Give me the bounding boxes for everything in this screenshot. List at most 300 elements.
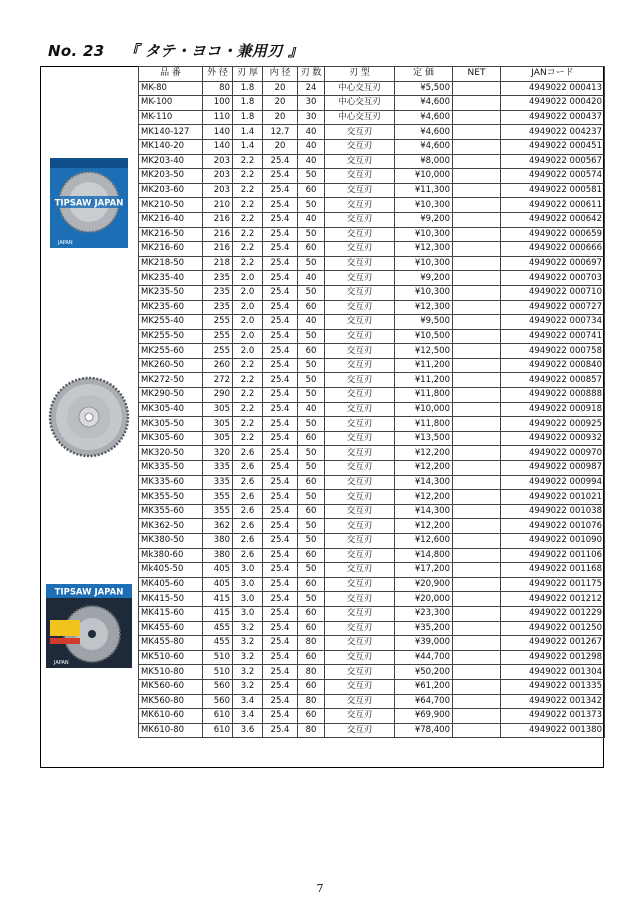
list-price-cell: ¥10,500 (395, 329, 453, 344)
inner-diameter-cell: 25.4 (263, 636, 298, 651)
blade-thickness-cell: 2.0 (233, 344, 263, 359)
tooth-count-cell: 30 (298, 110, 325, 125)
list-price-cell: ¥13,500 (395, 431, 453, 446)
product-code-cell: MK405-60 (139, 577, 203, 592)
tooth-count-cell: 60 (298, 300, 325, 315)
blade-thickness-cell: 1.4 (233, 125, 263, 140)
net-price-cell (453, 577, 501, 592)
inner-diameter-cell: 25.4 (263, 577, 298, 592)
outer-diameter-cell: 455 (203, 621, 233, 636)
jan-code-cell: 4949022 001212 (501, 592, 605, 607)
page-title (48, 40, 303, 61)
tooth-type-cell: 交互刃 (325, 154, 395, 169)
tooth-type-cell: 交互刃 (325, 723, 395, 738)
product-code-cell: MK335-60 (139, 475, 203, 490)
net-price-cell (453, 621, 501, 636)
list-price-cell: ¥11,800 (395, 388, 453, 403)
tooth-type-cell: 交互刃 (325, 621, 395, 636)
table-row (139, 373, 605, 388)
list-price-cell: ¥12,200 (395, 446, 453, 461)
inner-diameter-cell: 25.4 (263, 329, 298, 344)
tooth-type-cell: 交互刃 (325, 519, 395, 534)
outer-diameter-cell: 415 (203, 606, 233, 621)
list-price-cell: ¥11,200 (395, 358, 453, 373)
bare-saw-blade-photo (48, 376, 130, 458)
jan-code-cell: 4949022 000413 (501, 81, 605, 96)
outer-diameter-cell: 218 (203, 256, 233, 271)
net-price-cell (453, 665, 501, 680)
tooth-type-cell: 交互刃 (325, 373, 395, 388)
product-code-cell: MK216-40 (139, 212, 203, 227)
table-row (139, 417, 605, 432)
tooth-count-cell: 40 (298, 139, 325, 154)
outer-diameter-cell: 255 (203, 315, 233, 330)
tooth-type-cell: 交互刃 (325, 650, 395, 665)
product-code-cell: MK362-50 (139, 519, 203, 534)
blade-thickness-cell: 2.2 (233, 431, 263, 446)
table-row (139, 81, 605, 96)
table-row (139, 592, 605, 607)
product-code-cell: MK560-60 (139, 679, 203, 694)
net-price-cell (453, 475, 501, 490)
tooth-type-cell: 交互刃 (325, 534, 395, 549)
tooth-type-cell: 交互刃 (325, 665, 395, 680)
table-row (139, 139, 605, 154)
product-code-cell: MK255-50 (139, 329, 203, 344)
jan-code-cell: 4949022 000758 (501, 344, 605, 359)
outer-diameter-cell: 362 (203, 519, 233, 534)
table-row (139, 402, 605, 417)
specification-table (138, 66, 605, 738)
jan-code-cell: 4949022 001168 (501, 563, 605, 578)
net-price-cell (453, 461, 501, 476)
tooth-count-cell: 80 (298, 665, 325, 680)
table-row (139, 271, 605, 286)
tooth-type-cell: 交互刃 (325, 694, 395, 709)
product-code-cell: MK415-50 (139, 592, 203, 607)
tooth-count-cell: 60 (298, 577, 325, 592)
tooth-count-cell: 60 (298, 548, 325, 563)
table-row (139, 534, 605, 549)
blade-thickness-cell: 2.2 (233, 242, 263, 257)
net-price-cell (453, 183, 501, 198)
header-net-price: NET (453, 67, 501, 82)
tooth-count-cell: 40 (298, 271, 325, 286)
inner-diameter-cell: 25.4 (263, 461, 298, 476)
tooth-count-cell: 80 (298, 723, 325, 738)
tooth-count-cell: 50 (298, 256, 325, 271)
inner-diameter-cell: 25.4 (263, 315, 298, 330)
net-price-cell (453, 417, 501, 432)
jan-code-cell: 4949022 000932 (501, 431, 605, 446)
inner-diameter-cell: 25.4 (263, 388, 298, 403)
tooth-type-cell: 中心交互刃 (325, 81, 395, 96)
inner-diameter-cell: 25.4 (263, 679, 298, 694)
net-price-cell (453, 169, 501, 184)
blade-thickness-cell: 2.0 (233, 300, 263, 315)
list-price-cell: ¥10,000 (395, 402, 453, 417)
outer-diameter-cell: 255 (203, 344, 233, 359)
table-row (139, 431, 605, 446)
boxed-saw-blade-photo (50, 158, 128, 248)
inner-diameter-cell: 25.4 (263, 665, 298, 680)
blade-thickness-cell: 1.8 (233, 81, 263, 96)
product-code-cell: MK140-127 (139, 125, 203, 140)
product-code-cell: MK305-50 (139, 417, 203, 432)
table-row (139, 577, 605, 592)
tooth-type-cell: 交互刃 (325, 198, 395, 213)
product-code-cell: MK255-40 (139, 315, 203, 330)
table-row (139, 198, 605, 213)
net-price-cell (453, 300, 501, 315)
product-code-cell: MK415-60 (139, 606, 203, 621)
tooth-count-cell: 80 (298, 694, 325, 709)
list-price-cell: ¥11,200 (395, 373, 453, 388)
list-price-cell: ¥12,200 (395, 490, 453, 505)
jan-code-cell: 4949022 001038 (501, 504, 605, 519)
outer-diameter-cell: 455 (203, 636, 233, 651)
blade-thickness-cell: 1.4 (233, 139, 263, 154)
header-tooth-count: 刃 数 (298, 67, 325, 82)
header-blade-thickness: 刃 厚 (233, 67, 263, 82)
blade-thickness-cell: 2.2 (233, 183, 263, 198)
list-price-cell: ¥11,800 (395, 417, 453, 432)
tooth-type-cell: 交互刃 (325, 285, 395, 300)
net-price-cell (453, 431, 501, 446)
net-price-cell (453, 490, 501, 505)
jan-code-cell: 4949022 000437 (501, 110, 605, 125)
blade-thickness-cell: 2.6 (233, 519, 263, 534)
product-code-cell: Mk380-60 (139, 548, 203, 563)
inner-diameter-cell: 25.4 (263, 606, 298, 621)
tooth-type-cell: 交互刃 (325, 417, 395, 432)
net-price-cell (453, 519, 501, 534)
list-price-cell: ¥12,600 (395, 534, 453, 549)
net-price-cell (453, 271, 501, 286)
tooth-count-cell: 60 (298, 606, 325, 621)
tooth-count-cell: 60 (298, 621, 325, 636)
list-price-cell: ¥69,900 (395, 709, 453, 724)
blade-thickness-cell: 2.0 (233, 285, 263, 300)
jan-code-cell: 4949022 000659 (501, 227, 605, 242)
blade-thickness-cell: 2.2 (233, 169, 263, 184)
product-code-cell: MK320-50 (139, 446, 203, 461)
inner-diameter-cell: 25.4 (263, 475, 298, 490)
list-price-cell: ¥78,400 (395, 723, 453, 738)
inner-diameter-cell: 25.4 (263, 227, 298, 242)
product-code-cell: Mk405-50 (139, 563, 203, 578)
tooth-count-cell: 60 (298, 344, 325, 359)
tooth-type-cell: 交互刃 (325, 577, 395, 592)
net-price-cell (453, 139, 501, 154)
list-price-cell: ¥35,200 (395, 621, 453, 636)
tooth-count-cell: 50 (298, 169, 325, 184)
tooth-type-cell: 交互刃 (325, 242, 395, 257)
jan-code-cell: 4949022 001090 (501, 534, 605, 549)
jan-code-cell: 4949022 000697 (501, 256, 605, 271)
tooth-type-cell: 交互刃 (325, 446, 395, 461)
list-price-cell: ¥23,300 (395, 606, 453, 621)
net-price-cell (453, 344, 501, 359)
jan-code-cell: 4949022 000642 (501, 212, 605, 227)
tooth-count-cell: 24 (298, 81, 325, 96)
list-price-cell: ¥9,200 (395, 212, 453, 227)
outer-diameter-cell: 235 (203, 285, 233, 300)
outer-diameter-cell: 335 (203, 475, 233, 490)
blade-thickness-cell: 2.2 (233, 212, 263, 227)
outer-diameter-cell: 335 (203, 461, 233, 476)
large-boxed-saw-blade-photo (46, 584, 132, 668)
list-price-cell: ¥39,000 (395, 636, 453, 651)
product-code-cell: MK510-60 (139, 650, 203, 665)
outer-diameter-cell: 355 (203, 504, 233, 519)
tooth-type-cell: 交互刃 (325, 490, 395, 505)
table-row (139, 169, 605, 184)
jan-code-cell: 4949022 000710 (501, 285, 605, 300)
list-price-cell: ¥9,500 (395, 315, 453, 330)
inner-diameter-cell: 25.4 (263, 402, 298, 417)
list-price-cell: ¥14,300 (395, 504, 453, 519)
inner-diameter-cell: 25.4 (263, 694, 298, 709)
table-row (139, 227, 605, 242)
header-jan-code: JANコード (501, 67, 605, 82)
tooth-count-cell: 40 (298, 402, 325, 417)
jan-code-cell: 4949022 001304 (501, 665, 605, 680)
inner-diameter-cell: 25.4 (263, 300, 298, 315)
product-code-cell: MK455-80 (139, 636, 203, 651)
product-code-cell: MK610-80 (139, 723, 203, 738)
net-price-cell (453, 154, 501, 169)
tooth-type-cell: 交互刃 (325, 227, 395, 242)
net-price-cell (453, 388, 501, 403)
table-row (139, 110, 605, 125)
net-price-cell (453, 504, 501, 519)
tooth-count-cell: 60 (298, 475, 325, 490)
jan-code-cell: 4949022 000925 (501, 417, 605, 432)
tooth-count-cell: 40 (298, 154, 325, 169)
table-row (139, 329, 605, 344)
inner-diameter-cell: 25.4 (263, 490, 298, 505)
jan-code-cell: 4949022 000857 (501, 373, 605, 388)
list-price-cell: ¥12,200 (395, 519, 453, 534)
table-row (139, 242, 605, 257)
list-price-cell: ¥5,500 (395, 81, 453, 96)
tooth-count-cell: 60 (298, 242, 325, 257)
jan-code-cell: 4949022 000581 (501, 183, 605, 198)
table-row (139, 285, 605, 300)
jan-code-cell: 4949022 000918 (501, 402, 605, 417)
tooth-type-cell: 交互刃 (325, 183, 395, 198)
blade-thickness-cell: 2.0 (233, 315, 263, 330)
product-code-cell: MK305-40 (139, 402, 203, 417)
blade-thickness-cell: 2.2 (233, 373, 263, 388)
product-code-cell: MK235-50 (139, 285, 203, 300)
list-price-cell: ¥10,000 (395, 169, 453, 184)
product-code-cell: MK610-60 (139, 709, 203, 724)
product-code-cell: MK-80 (139, 81, 203, 96)
list-price-cell: ¥4,600 (395, 125, 453, 140)
blade-thickness-cell: 2.6 (233, 446, 263, 461)
blade-thickness-cell: 3.2 (233, 621, 263, 636)
blade-thickness-cell: 2.2 (233, 256, 263, 271)
product-image-column (40, 66, 138, 768)
table-row (139, 154, 605, 169)
header-outer-diameter: 外 径 (203, 67, 233, 82)
net-price-cell (453, 358, 501, 373)
list-price-cell: ¥10,300 (395, 227, 453, 242)
tooth-count-cell: 50 (298, 563, 325, 578)
tooth-type-cell: 交互刃 (325, 256, 395, 271)
jan-code-cell: 4949022 000987 (501, 461, 605, 476)
table-body (139, 81, 605, 738)
inner-diameter-cell: 25.4 (263, 709, 298, 724)
list-price-cell: ¥12,200 (395, 461, 453, 476)
net-price-cell (453, 548, 501, 563)
outer-diameter-cell: 260 (203, 358, 233, 373)
tooth-count-cell: 60 (298, 183, 325, 198)
product-code-cell: MK216-50 (139, 227, 203, 242)
outer-diameter-cell: 216 (203, 242, 233, 257)
list-price-cell: ¥12,300 (395, 300, 453, 315)
net-price-cell (453, 709, 501, 724)
outer-diameter-cell: 405 (203, 577, 233, 592)
tooth-type-cell: 交互刃 (325, 504, 395, 519)
catalog-number: No. 23 (48, 42, 105, 60)
product-code-cell: MK560-80 (139, 694, 203, 709)
tooth-type-cell: 交互刃 (325, 592, 395, 607)
outer-diameter-cell: 405 (203, 563, 233, 578)
tooth-count-cell: 50 (298, 227, 325, 242)
jan-code-cell: 4949022 000840 (501, 358, 605, 373)
blade-thickness-cell: 1.8 (233, 96, 263, 111)
table-row (139, 388, 605, 403)
outer-diameter-cell: 110 (203, 110, 233, 125)
outer-diameter-cell: 305 (203, 402, 233, 417)
outer-diameter-cell: 320 (203, 446, 233, 461)
tooth-type-cell: 交互刃 (325, 606, 395, 621)
tooth-count-cell: 30 (298, 96, 325, 111)
jan-code-cell: 4949022 000970 (501, 446, 605, 461)
tooth-count-cell: 50 (298, 534, 325, 549)
tooth-count-cell: 50 (298, 461, 325, 476)
blade-thickness-cell: 2.6 (233, 504, 263, 519)
list-price-cell: ¥61,200 (395, 679, 453, 694)
tooth-type-cell: 交互刃 (325, 358, 395, 373)
tooth-count-cell: 50 (298, 388, 325, 403)
tooth-type-cell: 交互刃 (325, 402, 395, 417)
tooth-count-cell: 40 (298, 315, 325, 330)
blade-thickness-cell: 3.2 (233, 636, 263, 651)
blade-thickness-cell: 3.0 (233, 592, 263, 607)
inner-diameter-cell: 20 (263, 139, 298, 154)
blade-thickness-cell: 2.2 (233, 198, 263, 213)
product-code-cell: MK203-40 (139, 154, 203, 169)
blade-thickness-cell: 2.2 (233, 402, 263, 417)
inner-diameter-cell: 25.4 (263, 373, 298, 388)
tooth-count-cell: 50 (298, 417, 325, 432)
inner-diameter-cell: 12.7 (263, 125, 298, 140)
table-row (139, 709, 605, 724)
list-price-cell: ¥50,200 (395, 665, 453, 680)
table-row (139, 665, 605, 680)
category-title: 『 タテ・ヨコ・兼用刃 』 (124, 42, 304, 60)
net-price-cell (453, 650, 501, 665)
tooth-type-cell: 交互刃 (325, 212, 395, 227)
product-code-cell: MK218-50 (139, 256, 203, 271)
table-row (139, 358, 605, 373)
jan-code-cell: 4949022 000666 (501, 242, 605, 257)
header-list-price: 定 価 (395, 67, 453, 82)
outer-diameter-cell: 610 (203, 723, 233, 738)
net-price-cell (453, 723, 501, 738)
net-price-cell (453, 125, 501, 140)
list-price-cell: ¥9,200 (395, 271, 453, 286)
svg-text:JAPAN: JAPAN (58, 240, 73, 246)
tooth-count-cell: 50 (298, 519, 325, 534)
blade-thickness-cell: 2.2 (233, 358, 263, 373)
table-row (139, 256, 605, 271)
header-tooth-type: 刃 型 (325, 67, 395, 82)
outer-diameter-cell: 140 (203, 125, 233, 140)
outer-diameter-cell: 560 (203, 694, 233, 709)
outer-diameter-cell: 100 (203, 96, 233, 111)
net-price-cell (453, 563, 501, 578)
jan-code-cell: 4949022 000420 (501, 96, 605, 111)
header-inner-diameter: 内 径 (263, 67, 298, 82)
svg-text:TIPSAW JAPAN: TIPSAW JAPAN (54, 587, 124, 598)
blade-thickness-cell: 2.0 (233, 329, 263, 344)
net-price-cell (453, 227, 501, 242)
product-code-cell: MK335-50 (139, 461, 203, 476)
inner-diameter-cell: 25.4 (263, 446, 298, 461)
inner-diameter-cell: 25.4 (263, 563, 298, 578)
table-row (139, 519, 605, 534)
jan-code-cell: 4949022 000574 (501, 169, 605, 184)
product-code-cell: MK255-60 (139, 344, 203, 359)
product-code-cell: MK272-50 (139, 373, 203, 388)
svg-text:JAPAN: JAPAN (54, 660, 69, 666)
table-row (139, 183, 605, 198)
product-code-cell: MK260-50 (139, 358, 203, 373)
product-code-cell: MK210-50 (139, 198, 203, 213)
product-code-cell: MK380-50 (139, 534, 203, 549)
svg-text:TIPSAW JAPAN: TIPSAW JAPAN (54, 198, 124, 209)
net-price-cell (453, 198, 501, 213)
product-code-cell: MK355-50 (139, 490, 203, 505)
jan-code-cell: 4949022 000741 (501, 329, 605, 344)
jan-code-cell: 4949022 001298 (501, 650, 605, 665)
table-row (139, 563, 605, 578)
net-price-cell (453, 694, 501, 709)
tooth-type-cell: 交互刃 (325, 139, 395, 154)
blade-thickness-cell: 3.0 (233, 606, 263, 621)
table-row (139, 475, 605, 490)
table-row (139, 723, 605, 738)
jan-code-cell: 4949022 000451 (501, 139, 605, 154)
tooth-count-cell: 40 (298, 212, 325, 227)
product-code-cell: MK235-60 (139, 300, 203, 315)
net-price-cell (453, 446, 501, 461)
jan-code-cell: 4949022 001267 (501, 636, 605, 651)
list-price-cell: ¥4,600 (395, 96, 453, 111)
jan-code-cell: 4949022 001175 (501, 577, 605, 592)
product-code-cell: MK290-50 (139, 388, 203, 403)
table-row (139, 621, 605, 636)
list-price-cell: ¥10,300 (395, 256, 453, 271)
net-price-cell (453, 329, 501, 344)
product-code-cell: MK216-60 (139, 242, 203, 257)
tooth-type-cell: 交互刃 (325, 344, 395, 359)
